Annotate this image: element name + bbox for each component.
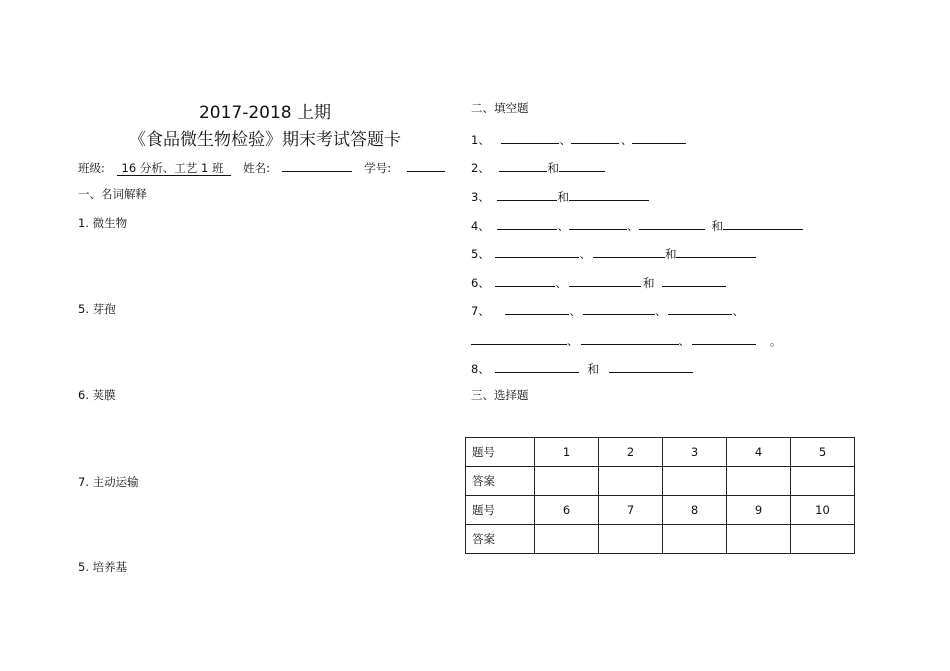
question-number: 7、 [471, 304, 490, 318]
fill-question-5: 5、 、 和 [471, 244, 756, 262]
fill-question-7-continued: 、 、 。 [471, 331, 782, 349]
class-value: 16 分析、工艺 1 班 [117, 161, 232, 176]
fill-question-4: 4、 、 、 和 [471, 216, 803, 234]
question-number: 2、 [471, 161, 490, 175]
answer-cell[interactable] [727, 525, 791, 554]
blank-field[interactable] [676, 244, 756, 258]
answer-cell[interactable] [599, 467, 663, 496]
question-number: 4、 [471, 219, 490, 233]
header-label-cell: 题号 [466, 438, 535, 467]
answer-cell[interactable] [791, 525, 855, 554]
blank-field[interactable] [668, 301, 732, 315]
blank-field[interactable] [583, 301, 655, 315]
blank-field[interactable] [662, 273, 726, 287]
answer-cell[interactable] [599, 525, 663, 554]
question-number: 5、 [471, 247, 490, 261]
blank-field[interactable] [559, 158, 605, 172]
fill-question-1: 1、 、 、 [471, 130, 686, 148]
question-number: 3、 [471, 190, 490, 204]
term-item: 5. 培养基 [78, 560, 128, 574]
section-terms-title: 一、名词解释 [78, 187, 147, 201]
answer-label-cell: 答案 [466, 467, 535, 496]
answer-cell[interactable] [791, 467, 855, 496]
blank-field[interactable] [569, 187, 649, 201]
question-number-cell: 7 [599, 496, 663, 525]
table-row [466, 467, 855, 496]
blank-field[interactable] [609, 359, 693, 373]
term-item: 6. 荚膜 [78, 388, 116, 402]
blank-field[interactable] [632, 130, 686, 144]
blank-field[interactable] [495, 273, 555, 287]
blank-field[interactable] [501, 130, 559, 144]
blank-field[interactable] [571, 130, 619, 144]
table-row [466, 438, 855, 467]
header-label-cell: 题号 [466, 496, 535, 525]
question-number-cell: 2 [599, 438, 663, 467]
blank-field[interactable] [569, 273, 641, 287]
answer-table [465, 437, 855, 554]
section-fill-title: 二、填空题 [471, 101, 529, 115]
answer-cell[interactable] [663, 467, 727, 496]
answer-cell[interactable] [727, 467, 791, 496]
blank-field[interactable] [692, 331, 756, 345]
blank-field[interactable] [495, 244, 579, 258]
answer-cell[interactable] [535, 467, 599, 496]
name-label: 姓名: [243, 161, 270, 175]
fill-question-3: 3、 和 [471, 187, 649, 205]
question-number-cell: 3 [663, 438, 727, 467]
exam-title: 《食品微生物检验》期末考试答题卡 [129, 130, 401, 150]
question-number: 1、 [471, 133, 490, 147]
term-item: 5. 芽孢 [78, 302, 116, 316]
term-item: 1. 微生物 [78, 216, 128, 230]
class-label: 班级: [78, 161, 105, 175]
table-row [466, 525, 855, 554]
student-id-label: 学号: [364, 161, 392, 175]
student-id-field[interactable] [407, 158, 445, 172]
blank-field[interactable] [495, 359, 579, 373]
table-row [466, 496, 855, 525]
question-number-cell: 6 [535, 496, 599, 525]
question-number-cell: 10 [791, 496, 855, 525]
blank-field[interactable] [499, 158, 547, 172]
answer-cell[interactable] [535, 525, 599, 554]
blank-field[interactable] [593, 244, 665, 258]
fill-question-2: 2、 和 [471, 158, 605, 176]
blank-field[interactable] [723, 216, 803, 230]
name-field[interactable] [282, 158, 352, 172]
section-choice-title: 三、选择题 [471, 388, 529, 402]
question-number-cell: 1 [535, 438, 599, 467]
fill-question-7: 7、 、 、 、 [471, 301, 744, 319]
blank-field[interactable] [581, 331, 679, 345]
question-number-cell: 4 [727, 438, 791, 467]
question-number: 6、 [471, 276, 490, 290]
blank-field[interactable] [569, 216, 627, 230]
student-info-line [78, 158, 445, 176]
question-number-cell: 5 [791, 438, 855, 467]
question-number-cell: 9 [727, 496, 791, 525]
blank-field[interactable] [639, 216, 705, 230]
fill-question-8: 8、 和 [471, 359, 693, 377]
blank-field[interactable] [497, 187, 557, 201]
fill-question-6: 6、 、 和 [471, 273, 726, 291]
exam-year-term: 2017-2018 上期 [198, 103, 332, 123]
answer-label-cell: 答案 [466, 525, 535, 554]
answer-cell[interactable] [663, 525, 727, 554]
blank-field[interactable] [471, 331, 567, 345]
term-item: 7. 主动运输 [78, 475, 139, 489]
blank-field[interactable] [505, 301, 569, 315]
question-number: 8、 [471, 362, 490, 376]
question-number-cell: 8 [663, 496, 727, 525]
blank-field[interactable] [497, 216, 557, 230]
